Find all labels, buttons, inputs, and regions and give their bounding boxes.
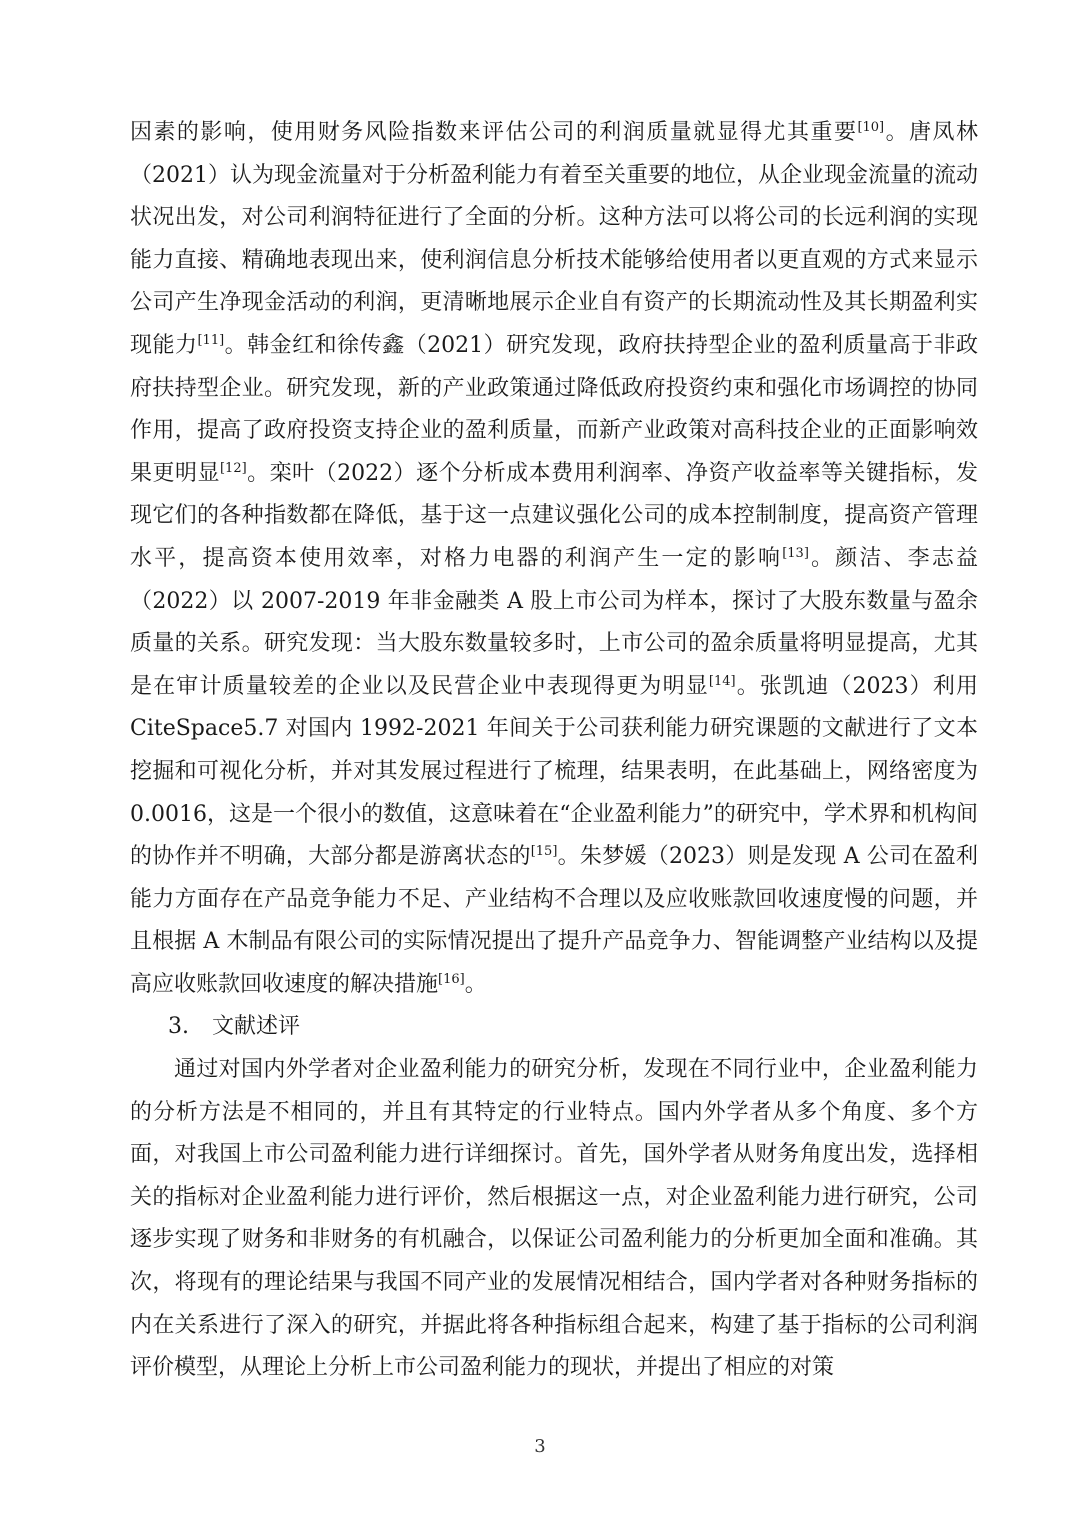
- paragraph-text-run: 。朱梦媛（2023）则是发现 A 公司在盈利能力方面存在产品竞争能力不足、产业结构不合理以及应收账款回收速度慢的问题，并且根据 A 木制品有限公司的实际情况提出了提升产品竞争力、智能调整产业结构以及提高应收账款回收速度的解决措施: [130, 844, 978, 997]
- section-heading: [130, 1006, 978, 1049]
- citation-marker: [13]: [782, 545, 809, 561]
- document-page: [130, 112, 978, 1390]
- paragraph-text-run: 因素的影响，使用财务风险指数来评估公司的利润质量就显得尤其重要: [130, 120, 858, 145]
- paragraph-text-run: 。张凯迪（2023）利用 CiteSpace5.7 对国内 1992-2021 年间关于公司获利能力研究课题的文献进行了文本挖掘和可视化分析，并对其发展过程进行了梳理，结果表明，在此基础上，网络密度为 0.0016，这是一个很小的数值，这意味着在“企业盈利能力”的研究中，学术界和机构间的协作并不明确，大部分都是游离状态的: [130, 673, 978, 870]
- citation-marker: [10]: [857, 120, 885, 135]
- paragraph-text-run: 。: [464, 971, 487, 997]
- paragraph-text-run: 。唐凤林（2021）认为现金流量对于分析盈利能力有着至关重要的地位，从企业现金流量的流动状况出发，对公司利润特征进行了全面的分析。这种方法可以将公司的长远利润的实现能力直接、精确地表现出来，使利润信息分析技术能够给使用者以更直观的方式来显示公司产生净现金活动的利润，更清晰地展示企业自有资产的长期流动性及其长期盈利实现能力: [130, 120, 978, 358]
- body-paragraph-literature-review: [130, 112, 978, 1006]
- paragraph-text-run: 。栾叶（2022）逐个分析成本费用利润率、净资产收益率等关键指标，发现它们的各种指数都在降低，基于这一点建议强化公司的成本控制制度，提高资产管理水平，提高资本使用效率，对格力电器的利润产生一定的影响: [130, 460, 978, 571]
- section-title: 文献述评: [212, 1014, 301, 1040]
- citation-marker: [12]: [219, 460, 247, 476]
- citation-marker: [14]: [708, 673, 736, 689]
- section-number: 3.: [168, 1014, 189, 1040]
- citation-marker: [11]: [197, 332, 225, 348]
- citation-marker: [15]: [530, 844, 558, 860]
- paragraph-text-run: 。颜洁、李志益（2022）以 2007-2019 年非金融类 A 股上市公司为样本，探讨了大股东数量与盈余质量的关系。研究发现：当大股东数量较多时，上市公司的盈余质量将明显提高，尤其是在审计质量较差的企业以及民营企业中表现得更为明显: [130, 545, 978, 699]
- body-paragraph-review-summary: 通过对国内外学者对企业盈利能力的研究分析，发现在不同行业中，企业盈利能力的分析方法是不相同的，并且有其特定的行业特点。国内外学者从多个角度、多个方面，对我国上市公司盈利能力进行详细探讨。首先，国外学者从财务角度出发，选择相关的指标对企业盈利能力进行评价，然后根据这一点，对企业盈利能力进行研究，公司逐步实现了财务和非财务的有机融合，以保证公司盈利能力的分析更加全面和准确。其次，将现有的理论结果与我国不同产业的发展情况相结合，国内学者对各种财务指标的内在关系进行了深入的研究，并据此将各种指标组合起来，构建了基于指标的公司利润评价模型，从理论上分析上市公司盈利能力的现状，并提出了相应的对策: [130, 1057, 978, 1381]
- citation-marker: [16]: [438, 971, 465, 987]
- page-number: 3: [534, 1436, 546, 1457]
- paragraph-text-run: 。韩金红和徐传鑫（2021）研究发现，政府扶持型企业的盈利质量高于非政府扶持型企业。研究发现，新的产业政策通过降低政府投资约束和强化市场调控的协同作用，提高了政府投资支持企业的盈利质量，而新产业政策对高科技企业的正面影响效果更明显: [130, 332, 978, 486]
